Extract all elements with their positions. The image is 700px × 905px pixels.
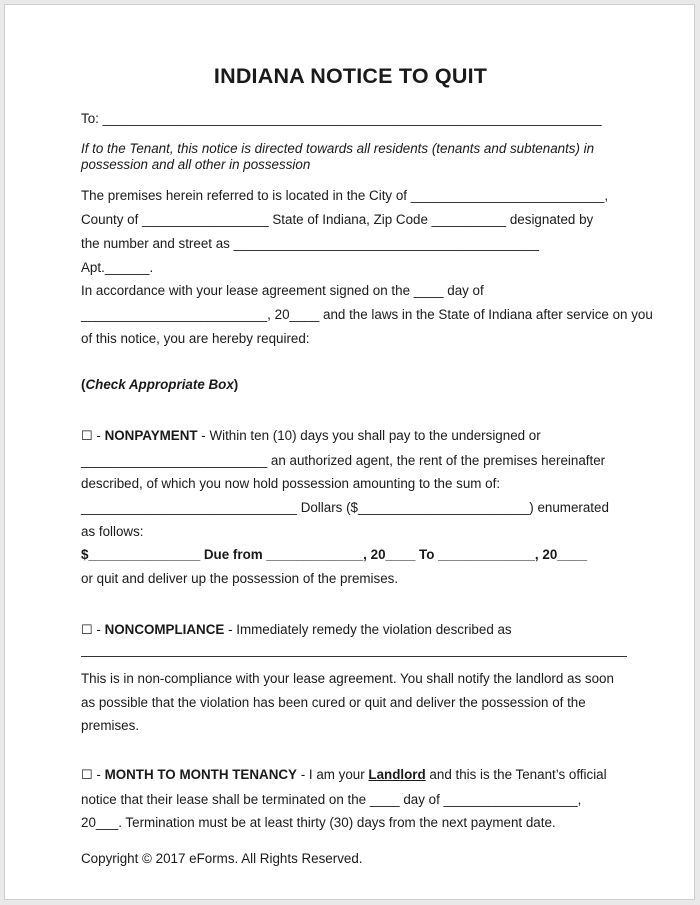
month-to-month-checkbox[interactable]: ☐ (81, 767, 93, 782)
month-to-month-line-1-text: and this is the Tenant’s official (425, 767, 607, 782)
month-to-month-prefix: - (92, 767, 105, 782)
noncompliance-line-2: This is in non-compliance with your lease agreement. You shall notify the landlord as soon (81, 671, 614, 686)
noncompliance-description-rule (81, 656, 627, 657)
nonpayment-line-7: or quit and deliver up the possession of the premises. (81, 571, 399, 586)
nonpayment-line-5: as follows: (81, 524, 144, 539)
noncompliance-line-4: premises. (81, 718, 140, 733)
nonpayment-label: NONPAYMENT (104, 428, 198, 443)
month-to-month-line-2: notice that their lease shall be terminated on the ____ day of __________________, (81, 792, 582, 807)
premises-line-3: the number and street as _________________________________________ (81, 236, 539, 251)
nonpayment-prefix: - (92, 428, 105, 443)
month-to-month-line-3: 20___. Termination must be at least thirty (30) days from the next payment date. (81, 815, 556, 830)
nonpayment-line-6: $_______________ Due from _____________, 20____ To _____________, 20____ (81, 547, 588, 562)
month-to-month-label: MONTH TO MONTH TENANCY (104, 767, 297, 782)
intro-line-2: possession and all other in possession (81, 157, 311, 172)
noncompliance-prefix: - (92, 622, 105, 637)
month-to-month-mid: - I am your (296, 767, 369, 782)
nonpayment-checkbox[interactable]: ☐ (81, 428, 93, 443)
check-header-label: Check Appropriate Box (85, 377, 234, 392)
check-header (81, 377, 238, 393)
noncompliance-line-3: as possible that the violation has been cured or quit and deliver the possession of the (81, 695, 586, 710)
to-line: To: ___________________________________________________________________ (81, 111, 602, 126)
check-header-close: ) (233, 377, 239, 392)
premises-line-1: The premises herein referred to is located in the City of __________________________, (81, 188, 609, 203)
noncompliance-line-1-text: - Immediately remedy the violation described as (224, 622, 512, 637)
check-header-open: ( (81, 377, 86, 392)
noncompliance-label: NONCOMPLIANCE (104, 622, 225, 637)
premises-line-4: Apt.______. (81, 260, 154, 275)
intro-line-1: If to the Tenant, this notice is directed towards all residents (tenants and subtenants) in (81, 141, 595, 156)
premises-line-2: County of _________________ State of Indiana, Zip Code __________ designated by (81, 212, 594, 227)
noncompliance-line-1 (81, 622, 512, 638)
landlord-label: Landlord (368, 767, 426, 782)
lease-line-3: of this notice, you are hereby required: (81, 331, 310, 346)
nonpayment-line-4: _____________________________ Dollars ($_______________________) enumerated (81, 500, 609, 515)
nonpayment-line-2: _________________________ an authorized agent, the rent of the premises hereinafter (81, 453, 606, 468)
lease-line-2: _________________________, 20____ and the laws in the State of Indiana after service on you (81, 307, 653, 322)
copyright-footer: Copyright © 2017 eForms. All Rights Reserved. (81, 851, 363, 866)
lease-line-1: In accordance with your lease agreement signed on the ____ day of (81, 283, 484, 298)
nonpayment-line-1 (81, 428, 541, 444)
document-title: INDIANA NOTICE TO QUIT (213, 64, 488, 88)
noncompliance-checkbox[interactable]: ☐ (81, 622, 93, 637)
nonpayment-line-1-text: - Within ten (10) days you shall pay to the undersigned or (197, 428, 541, 443)
nonpayment-line-3: described, of which you now hold possession amounting to the sum of: (81, 476, 501, 491)
month-to-month-line-1 (81, 767, 607, 783)
document-page (4, 4, 695, 900)
